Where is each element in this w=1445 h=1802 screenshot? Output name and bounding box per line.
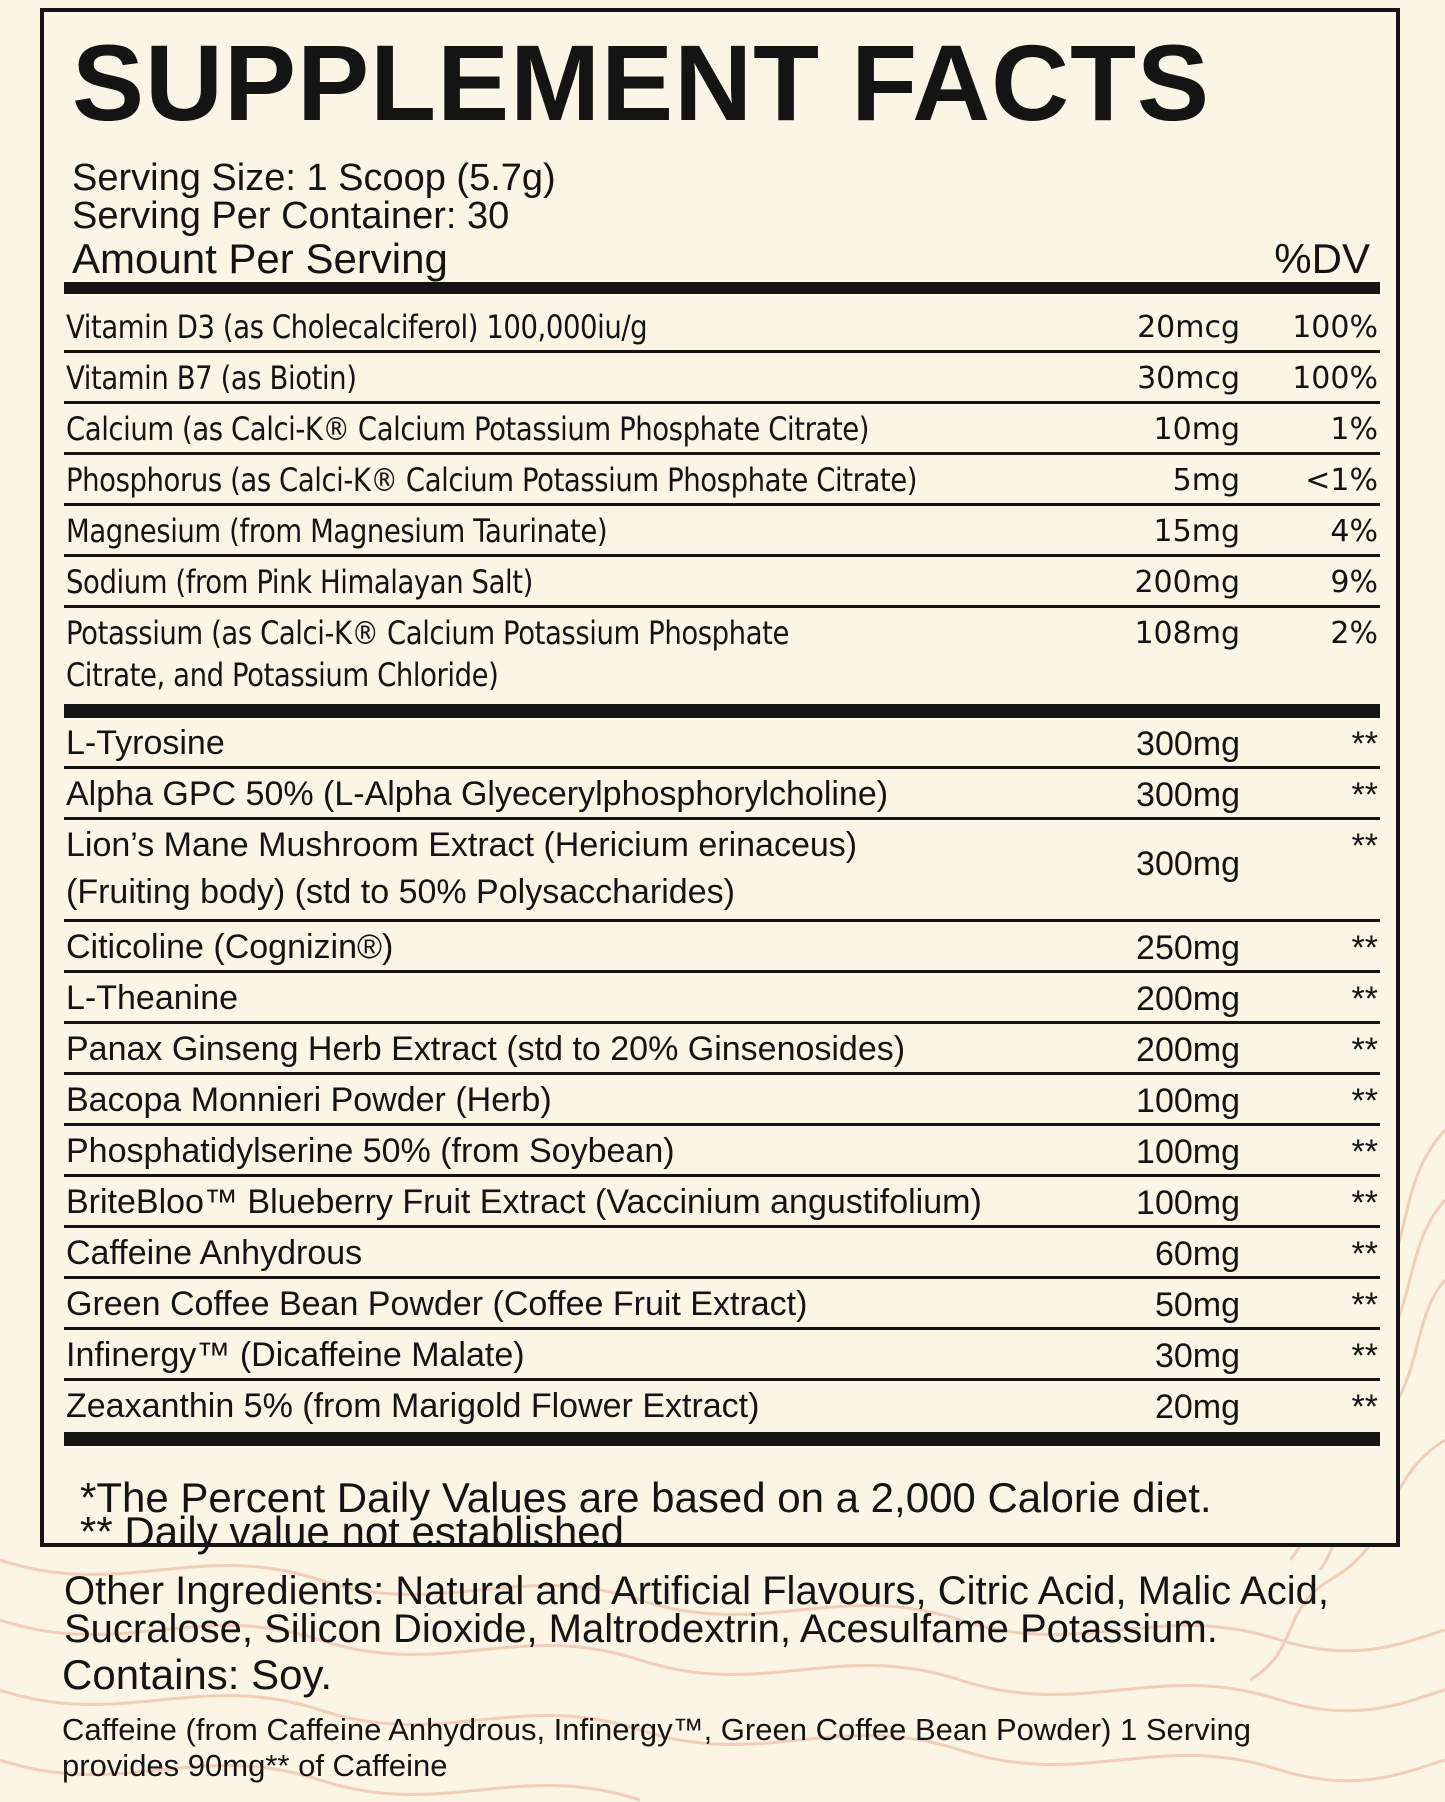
ingredient-row	[64, 973, 1380, 1024]
ingredient-dv: **	[1351, 725, 1378, 763]
footnote-percent-dv: *The Percent Daily Values are based on a 2,000 Calorie diet.	[80, 1474, 1212, 1521]
nutrient-name: Calcium (as Calci-K® Calcium Potassium Phosphate Citrate)	[66, 410, 870, 448]
vitamin-row	[64, 506, 1380, 557]
ingredient-name-line1: Lion’s Mane Mushroom Extract (Hericium erinaceus)	[66, 826, 858, 864]
ingredient-amount: 300mg	[1136, 725, 1240, 763]
vitamin-row	[64, 608, 1380, 702]
ingredient-name: Citicoline (Cognizin®)	[66, 928, 394, 966]
footnote-dv-not-established: ** Daily value not established	[80, 1508, 624, 1555]
panel-title: SUPPLEMENT FACTS	[72, 22, 1211, 143]
amount-per-serving-header: Amount Per Serving	[72, 235, 448, 282]
ingredient-amount: 200mg	[1136, 1031, 1240, 1069]
servings-per-container: Serving Per Container: 30	[72, 195, 510, 237]
ingredient-dv: **	[1351, 1031, 1378, 1069]
nutrient-name: Vitamin D3 (as Cholecalciferol) 100,000iu/g	[66, 308, 648, 346]
ingredient-name: L-Theanine	[66, 979, 239, 1017]
ingredient-name: L-Tyrosine	[66, 724, 225, 762]
ingredient-amount: 200mg	[1136, 980, 1240, 1018]
ingredient-amount: 100mg	[1136, 1082, 1240, 1120]
nutrient-amount: 108mg	[1134, 616, 1240, 651]
vitamin-row	[64, 353, 1380, 404]
nutrient-amount: 5mg	[1172, 463, 1240, 498]
ingredient-dv: **	[1351, 1388, 1378, 1426]
ingredient-name: Green Coffee Bean Powder (Coffee Fruit Extract)	[66, 1285, 808, 1323]
ingredient-dv: **	[1351, 929, 1378, 967]
ingredient-amount: 100mg	[1136, 1133, 1240, 1171]
nutrient-amount: 200mg	[1134, 565, 1240, 600]
nutrient-name: Sodium (from Pink Himalayan Salt)	[66, 563, 533, 601]
ingredient-amount: 60mg	[1154, 1235, 1240, 1273]
ingredient-row	[64, 1126, 1380, 1177]
ingredient-dv: **	[1351, 827, 1378, 865]
nutrient-name: Vitamin B7 (as Biotin)	[66, 359, 357, 397]
ingredient-row	[64, 769, 1380, 820]
ingredient-amount: 300mg	[1136, 845, 1240, 883]
ingredient-dv: **	[1351, 1235, 1378, 1273]
ingredient-name: Alpha GPC 50% (L-Alpha Glyecerylphosphorylcholine)	[66, 775, 889, 813]
nutrient-dv: 2%	[1330, 616, 1378, 651]
ingredient-row	[64, 718, 1380, 769]
ingredient-row	[64, 820, 1380, 922]
ingredient-amount: 30mg	[1154, 1337, 1240, 1375]
vitamin-row	[64, 404, 1380, 455]
ingredient-amount: 20mg	[1154, 1388, 1240, 1426]
serving-size: Serving Size: 1 Scoop (5.7g)	[72, 157, 556, 199]
ingredient-dv: **	[1351, 1337, 1378, 1375]
ingredient-row	[64, 1381, 1380, 1429]
caffeine-note: Caffeine (from Caffeine Anhydrous, Infinergy™, Green Coffee Bean Powder) 1 Serving provides 90mg** of Caffeine	[62, 1712, 1251, 1783]
ingredient-amount: 50mg	[1154, 1286, 1240, 1324]
ingredient-row	[64, 922, 1380, 973]
nutrient-amount: 30mcg	[1137, 361, 1240, 396]
nutrient-dv: 100%	[1292, 361, 1378, 396]
ingredient-dv: **	[1351, 980, 1378, 1018]
ingredient-name: Zeaxanthin 5% (from Marigold Flower Extract)	[66, 1387, 760, 1425]
divider-thick	[64, 704, 1380, 718]
vitamin-row	[64, 557, 1380, 608]
ingredient-amount: 100mg	[1136, 1184, 1240, 1222]
divider-thick	[64, 282, 1380, 294]
ingredient-dv: **	[1351, 1286, 1378, 1324]
ingredient-dv: **	[1351, 1133, 1378, 1171]
nutrient-dv: 100%	[1292, 310, 1378, 345]
ingredient-name: Caffeine Anhydrous	[66, 1234, 363, 1272]
ingredient-dv: **	[1351, 1184, 1378, 1222]
ingredient-name: Panax Ginseng Herb Extract (std to 20% Ginsenosides)	[66, 1030, 906, 1068]
nutrient-amount: 20mcg	[1137, 310, 1240, 345]
ingredient-row	[64, 1279, 1380, 1330]
ingredient-name: Phosphatidylserine 50% (from Soybean)	[66, 1132, 675, 1170]
nutrient-dv: 4%	[1330, 514, 1378, 549]
nutrient-dv: 9%	[1330, 565, 1378, 600]
ingredient-dv: **	[1351, 1082, 1378, 1120]
ingredient-amount: 300mg	[1136, 776, 1240, 814]
nutrient-name-line1: Potassium (as Calci-K® Calcium Potassium Phosphate	[66, 614, 789, 652]
divider-thick	[64, 1432, 1380, 1446]
ingredient-name: Bacopa Monnieri Powder (Herb)	[66, 1081, 552, 1119]
nutrient-dv: 1%	[1330, 412, 1378, 447]
ingredient-row	[64, 1228, 1380, 1279]
ingredient-name: Infinergy™ (Dicaffeine Malate)	[66, 1336, 525, 1374]
ingredient-name: BriteBloo™ Blueberry Fruit Extract (Vaccinium angustifolium)	[66, 1183, 982, 1221]
nutrient-name-line2: Citrate, and Potassium Chloride)	[66, 656, 499, 694]
dv-header: %DV	[1274, 235, 1370, 282]
ingredient-row	[64, 1075, 1380, 1126]
vitamin-row	[64, 455, 1380, 506]
ingredient-dv: **	[1351, 776, 1378, 814]
nutrient-amount: 15mg	[1153, 514, 1240, 549]
allergen-statement: Contains: Soy.	[62, 1651, 333, 1698]
supplement-facts-panel	[40, 8, 1400, 1555]
ingredient-row	[64, 1177, 1380, 1228]
ingredient-amount: 250mg	[1136, 929, 1240, 967]
nutrient-name: Magnesium (from Magnesium Taurinate)	[66, 512, 608, 550]
ingredient-name-line2: (Fruiting body) (std to 50% Polysaccharides)	[66, 873, 735, 911]
ingredient-row	[64, 1024, 1380, 1075]
vitamin-row	[64, 302, 1380, 353]
nutrient-amount: 10mg	[1153, 412, 1240, 447]
nutrient-name: Phosphorus (as Calci-K® Calcium Potassium Phosphate Citrate)	[66, 461, 918, 499]
ingredient-row	[64, 1330, 1380, 1381]
nutrient-dv: <1%	[1305, 463, 1378, 498]
other-ingredients: Other Ingredients: Natural and Artificial Flavours, Citric Acid, Malic Acid, Sucralose, Silicon Dioxide, Maltrodextrin, Acesulfame Potassium.	[64, 1569, 1329, 1651]
